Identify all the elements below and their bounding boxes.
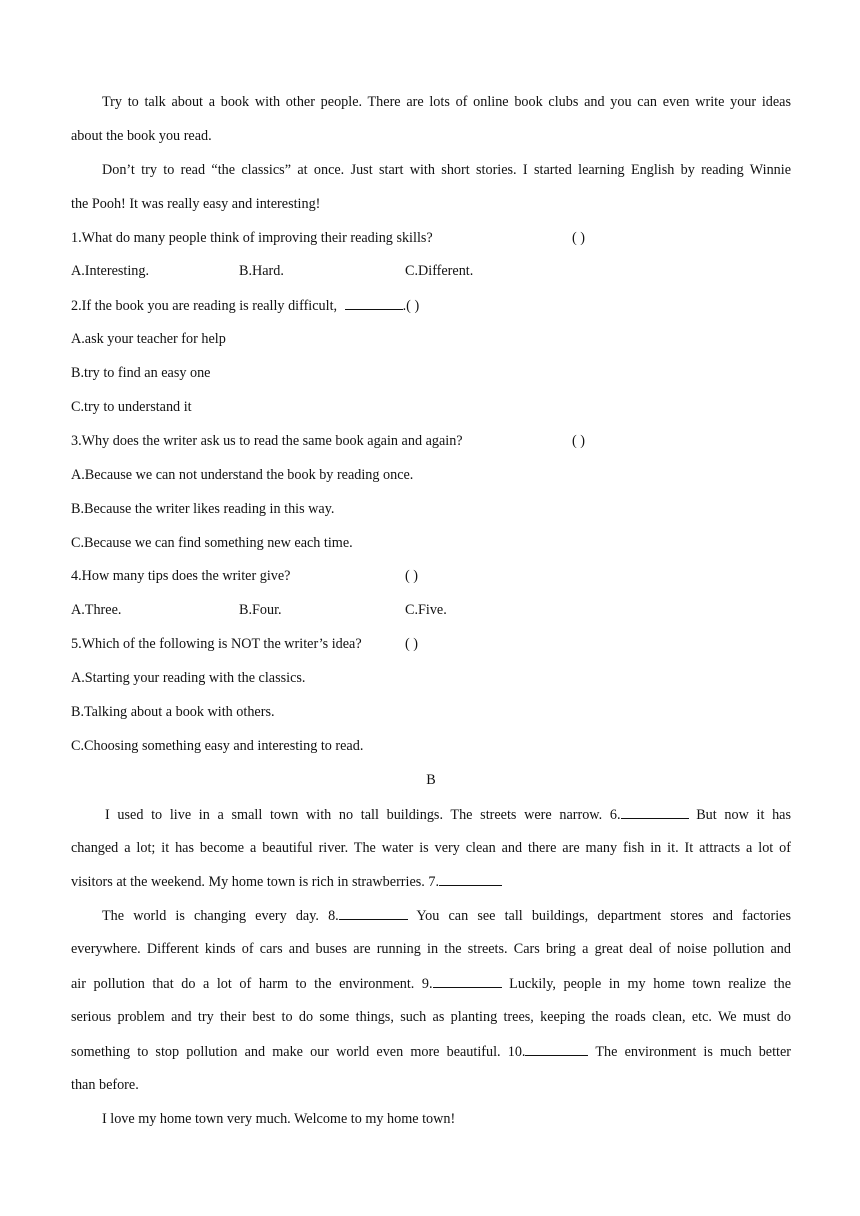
option-4c: C.Five.	[405, 602, 447, 619]
section-b-p1-line2: changed a lot; it has become a beautiful river. The water is very clean and there are many fish in it. It attracts a lot of	[71, 839, 791, 856]
answer-blank-2[interactable]	[345, 289, 403, 310]
question-5-stem: 5.Which of the following is NOT the writer’s idea?	[71, 636, 362, 653]
option-2a: A.ask your teacher for help	[71, 331, 226, 348]
question-2-stem-after[interactable]: .( )	[402, 298, 420, 315]
option-5b: B.Talking about a book with others.	[71, 704, 275, 721]
question-1-stem: 1.What do many people think of improving their reading skills?	[71, 229, 433, 246]
option-2b: B.try to find an easy one	[71, 365, 211, 382]
answer-paren-4[interactable]: ( )	[405, 568, 418, 585]
section-b-p2-line5: something to stop pollution and make our world even more beautiful. 10. The environment is much better	[71, 1035, 791, 1069]
answer-paren-3[interactable]: ( )	[572, 432, 585, 449]
answer-blank-9[interactable]	[433, 967, 502, 988]
option-3c: C.Because we can find something new each time.	[71, 534, 353, 551]
passage-a-p1-line2: about the book you read.	[71, 127, 212, 144]
question-4	[71, 560, 791, 594]
passage-a-p2-line2: the Pooh! It was really easy and interesting!	[71, 195, 321, 212]
question-4-stem: 4.How many tips does the writer give?	[71, 568, 291, 585]
passage-a-p1-line1: Try to talk about a book with other people. There are lots of online book clubs and you can even write your ideas	[102, 94, 791, 110]
answer-blank-7[interactable]	[439, 865, 502, 886]
answer-paren-1[interactable]: ( )	[572, 229, 585, 246]
option-4b: B.Four.	[239, 602, 282, 619]
option-5c: C.Choosing something easy and interesting to read.	[71, 737, 364, 754]
option-3b: B.Because the writer likes reading in this way.	[71, 500, 335, 517]
section-b-p2-line6: than before.	[71, 1076, 139, 1093]
answer-blank-8[interactable]	[339, 899, 408, 920]
section-b-p1-line3: visitors at the weekend. My home town is rich in strawberries. 7.	[71, 865, 791, 899]
section-b-p1-line1: I used to live in a small town with no tall buildings. The streets were narrow. 6. But now it has	[71, 798, 791, 832]
question-3-stem: 3.Why does the writer ask us to read the same book again and again?	[71, 432, 463, 449]
option-2c: C.try to understand it	[71, 399, 192, 416]
question-2-stem-before: 2.If the book you are reading is really difficult,	[71, 298, 338, 315]
section-b-p2-line1: The world is changing every day. 8. You can see tall buildings, department stores and factories	[71, 899, 791, 933]
section-b-heading: B	[426, 771, 436, 788]
question-1	[71, 222, 791, 256]
answer-blank-10[interactable]	[525, 1035, 588, 1056]
question-5	[71, 628, 791, 662]
answer-blank-6[interactable]	[621, 798, 689, 819]
section-b-p3: I love my home town very much. Welcome to my home town!	[102, 1110, 456, 1127]
option-1a: A.Interesting.	[71, 263, 150, 280]
option-4a: A.Three.	[71, 602, 122, 619]
passage-a-p2-line1: Don’t try to read “the classics” at once. Just start with short stories. I started learning English by reading Winnie	[102, 161, 791, 178]
worksheet-page	[71, 86, 791, 1137]
option-5a: A.Starting your reading with the classics.	[71, 670, 306, 687]
question-2	[71, 289, 791, 323]
question-4-options	[71, 594, 791, 628]
option-1c: C.Different.	[405, 263, 474, 280]
section-b-p2-line4: serious problem and try their best to do some things, such as planting trees, keeping the roads clean, etc. We must do	[71, 1009, 791, 1026]
answer-paren-5[interactable]: ( )	[405, 636, 418, 653]
option-3a: A.Because we can not understand the book by reading once.	[71, 466, 414, 483]
section-b-p2-line2: everywhere. Different kinds of cars and buses are running in the streets. Cars bring a great deal of noise pollution and	[71, 941, 791, 958]
section-b-p2-line3: air pollution that do a lot of harm to the environment. 9. Luckily, people in my home town realize the	[71, 967, 791, 1001]
question-3	[71, 425, 791, 459]
question-1-options	[71, 255, 791, 289]
option-1b: B.Hard.	[239, 263, 284, 280]
